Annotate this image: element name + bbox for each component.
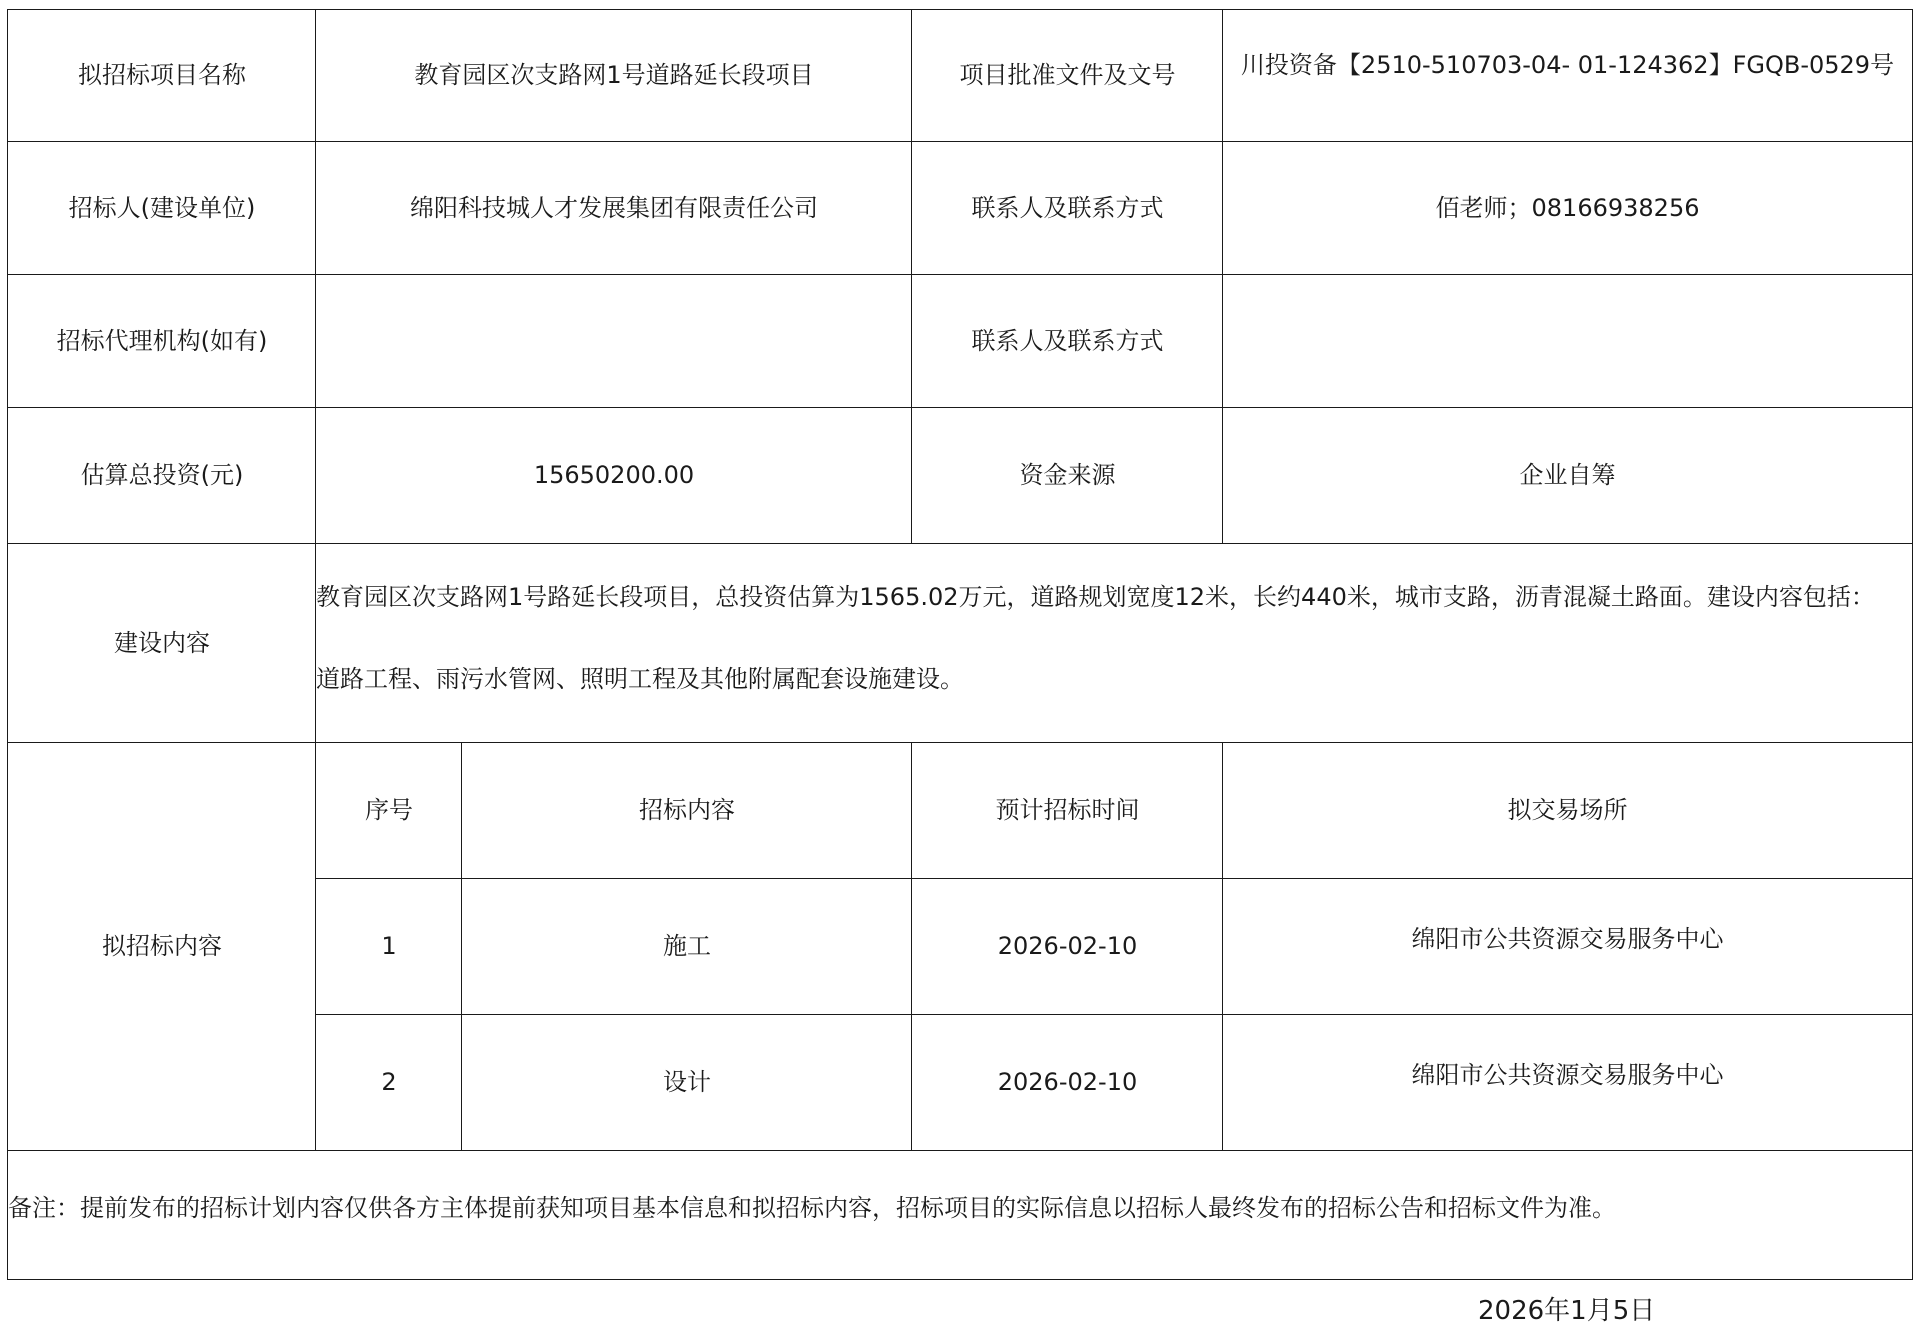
- tenderer-value: 绵阳科技城人才发展集团有限责任公司: [315, 141, 913, 276]
- agency-label: 招标代理机构(如有): [7, 274, 317, 409]
- table-row-2-time: 2026-02-10: [911, 1014, 1224, 1152]
- fund-source-value: 企业自筹: [1222, 407, 1913, 545]
- agency-contact-label: 联系人及联系方式: [911, 274, 1224, 409]
- header-time: 预计招标时间: [911, 742, 1224, 880]
- approval-doc-label: 项目批准文件及文号: [911, 9, 1224, 143]
- table-row-2-venue: 绵阳市公共资源交易服务中心: [1222, 1014, 1913, 1152]
- agency-contact-value: [1222, 274, 1913, 409]
- table-row-1-content: 施工: [461, 878, 913, 1016]
- table-row-1-index: 1: [315, 878, 463, 1016]
- construction-content-value: 教育园区次支路网1号路延长段项目，总投资估算为1565.02万元，道路规划宽度12米，长约440米，城市支路，沥青混凝土路面。建设内容包括：道路工程、雨污水管网、照明工程及其他附属配套设施建设。: [315, 543, 1913, 744]
- agency-value: [315, 274, 913, 409]
- project-name-label: 拟招标项目名称: [7, 9, 317, 143]
- tenderer-contact-label: 联系人及联系方式: [911, 141, 1224, 276]
- table-row-1-venue: 绵阳市公共资源交易服务中心: [1222, 878, 1913, 1016]
- tenderer-label: 招标人(建设单位): [7, 141, 317, 276]
- note-row: 备注：提前发布的招标计划内容仅供各方主体提前获知项目基本信息和拟招标内容，招标项目的实际信息以招标人最终发布的招标公告和招标文件为准。: [7, 1150, 1913, 1280]
- tenderer-contact-value: 佰老师；08166938256: [1222, 141, 1913, 276]
- header-content: 招标内容: [461, 742, 913, 880]
- header-index: 序号: [315, 742, 463, 880]
- investment-value: 15650200.00: [315, 407, 913, 545]
- construction-content-label: 建设内容: [7, 543, 317, 744]
- project-name-value: 教育园区次支路网1号道路延长段项目: [315, 9, 913, 143]
- fund-source-label: 资金来源: [911, 407, 1224, 545]
- table-row-2-index: 2: [315, 1014, 463, 1152]
- tender-plan-table: [7, 9, 1913, 1270]
- table-row-1-time: 2026-02-10: [911, 878, 1224, 1016]
- publish-date: 2026年1月5日: [1478, 1296, 1656, 1326]
- approval-doc-value: 川投资备【2510-510703-04- 01-124362】FGQB-0529号: [1222, 9, 1913, 143]
- tender-plan-label: 拟招标内容: [7, 742, 317, 1152]
- header-venue: 拟交易场所: [1222, 742, 1913, 880]
- table-row-2-content: 设计: [461, 1014, 913, 1152]
- investment-label: 估算总投资(元): [7, 407, 317, 545]
